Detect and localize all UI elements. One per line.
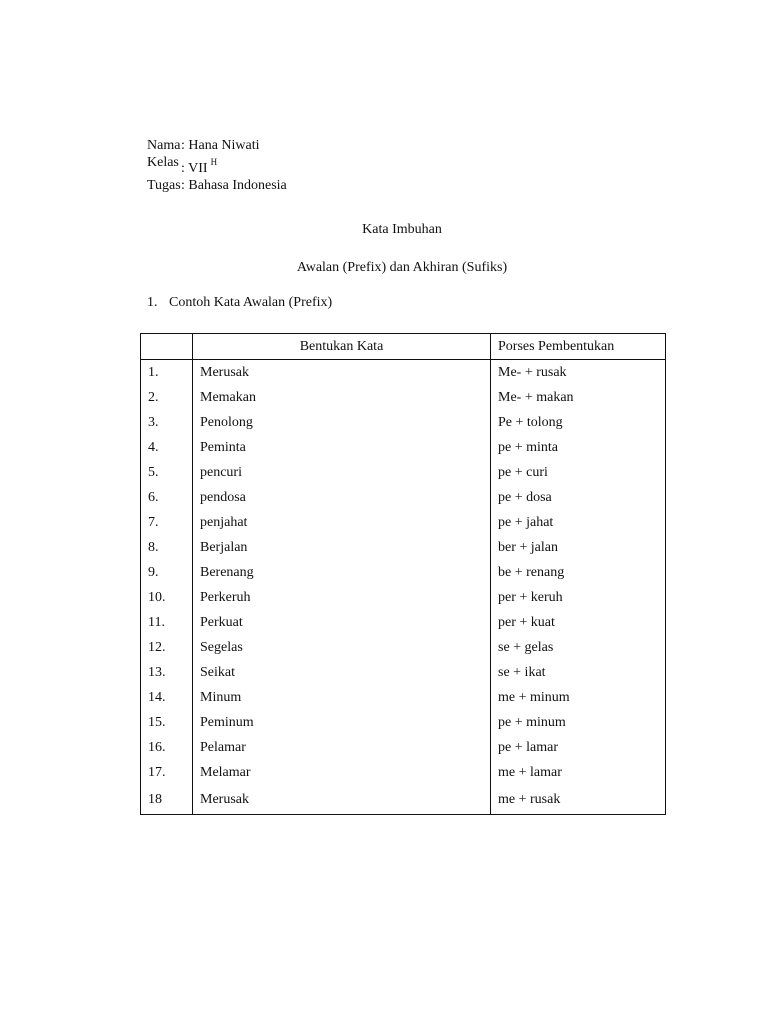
section-heading: [147, 295, 332, 311]
document-title: Kata Imbuhan: [362, 222, 442, 237]
table-row: [141, 685, 666, 710]
row-number: 15.: [141, 710, 193, 735]
row-number: 4.: [141, 435, 193, 460]
row-process: se + ikat: [491, 660, 666, 685]
row-number: 5.: [141, 460, 193, 485]
row-process: Me- + rusak: [491, 360, 666, 386]
row-process: pe + minta: [491, 435, 666, 460]
row-process: per + keruh: [491, 585, 666, 610]
table-row: [141, 535, 666, 560]
row-process: me + lamar: [491, 760, 666, 785]
row-word: Seikat: [193, 660, 491, 685]
kelas-value-wrap: [181, 154, 217, 177]
tugas-row: [147, 177, 287, 194]
row-word: Segelas: [193, 635, 491, 660]
row-process: se + gelas: [491, 635, 666, 660]
row-number: 18: [141, 785, 193, 815]
row-process: Me- + makan: [491, 385, 666, 410]
table-row: [141, 635, 666, 660]
row-number: 6.: [141, 485, 193, 510]
row-number: 10.: [141, 585, 193, 610]
row-process: me + rusak: [491, 785, 666, 815]
header-word: Bentukan Kata: [193, 334, 491, 360]
row-process: Pe + tolong: [491, 410, 666, 435]
row-word: pendosa: [193, 485, 491, 510]
row-process: pe + minum: [491, 710, 666, 735]
section-number: 1.: [147, 295, 158, 310]
header-number: [141, 334, 193, 360]
row-word: Penolong: [193, 410, 491, 435]
table-row: [141, 610, 666, 635]
document-subtitle: Awalan (Prefix) dan Akhiran (Sufiks): [296, 260, 508, 275]
row-word: Melamar: [193, 760, 491, 785]
row-process: pe + curi: [491, 460, 666, 485]
row-process: ber + jalan: [491, 535, 666, 560]
row-word: pencuri: [193, 460, 491, 485]
row-word: Merusak: [193, 785, 491, 815]
table-row: [141, 435, 666, 460]
row-number: 8.: [141, 535, 193, 560]
table-row: [141, 510, 666, 535]
prefix-table: [140, 333, 666, 815]
header-process: Porses Pembentukan: [491, 334, 666, 360]
table-body: [141, 360, 666, 815]
tugas-label: Tugas: [147, 178, 181, 193]
row-process: me + minum: [491, 685, 666, 710]
table-row: [141, 485, 666, 510]
table-row: [141, 560, 666, 585]
kelas-row: [147, 154, 287, 177]
row-number: 9.: [141, 560, 193, 585]
table-row: [141, 385, 666, 410]
row-process: pe + jahat: [491, 510, 666, 535]
table-row: [141, 360, 666, 386]
table-row: [141, 460, 666, 485]
row-word: Perkeruh: [193, 585, 491, 610]
row-word: Berjalan: [193, 535, 491, 560]
row-number: 13.: [141, 660, 193, 685]
nama-row: [147, 137, 287, 154]
row-process: pe + dosa: [491, 485, 666, 510]
table-header-row: [141, 334, 666, 360]
row-number: 17.: [141, 760, 193, 785]
section-title: Contoh Kata Awalan (Prefix): [169, 295, 333, 310]
row-word: Merusak: [193, 360, 491, 386]
table-row: [141, 785, 666, 815]
tugas-value: : Bahasa Indonesia: [181, 178, 287, 193]
row-number: 3.: [141, 410, 193, 435]
row-number: 2.: [141, 385, 193, 410]
row-process: pe + lamar: [491, 735, 666, 760]
nama-value: : Hana Niwati: [181, 138, 260, 153]
row-number: 16.: [141, 735, 193, 760]
row-word: Peminum: [193, 710, 491, 735]
table-row: [141, 410, 666, 435]
row-word: Berenang: [193, 560, 491, 585]
row-word: Pelamar: [193, 735, 491, 760]
row-process: per + kuat: [491, 610, 666, 635]
table-row: [141, 660, 666, 685]
row-word: Peminta: [193, 435, 491, 460]
row-word: Memakan: [193, 385, 491, 410]
row-number: 12.: [141, 635, 193, 660]
row-process: be + renang: [491, 560, 666, 585]
row-word: Perkuat: [193, 610, 491, 635]
row-number: 1.: [141, 360, 193, 386]
table-row: [141, 585, 666, 610]
row-word: Minum: [193, 685, 491, 710]
kelas-label: Kelas: [147, 155, 179, 170]
row-word: penjahat: [193, 510, 491, 535]
kelas-value: : VII: [181, 161, 208, 176]
table-row: [141, 735, 666, 760]
row-number: 7.: [141, 510, 193, 535]
student-info: [147, 137, 287, 194]
row-number: 14.: [141, 685, 193, 710]
table-row: [141, 710, 666, 735]
nama-label: Nama: [147, 138, 181, 153]
kelas-superscript: H: [210, 157, 218, 167]
row-number: 11.: [141, 610, 193, 635]
table-row: [141, 760, 666, 785]
